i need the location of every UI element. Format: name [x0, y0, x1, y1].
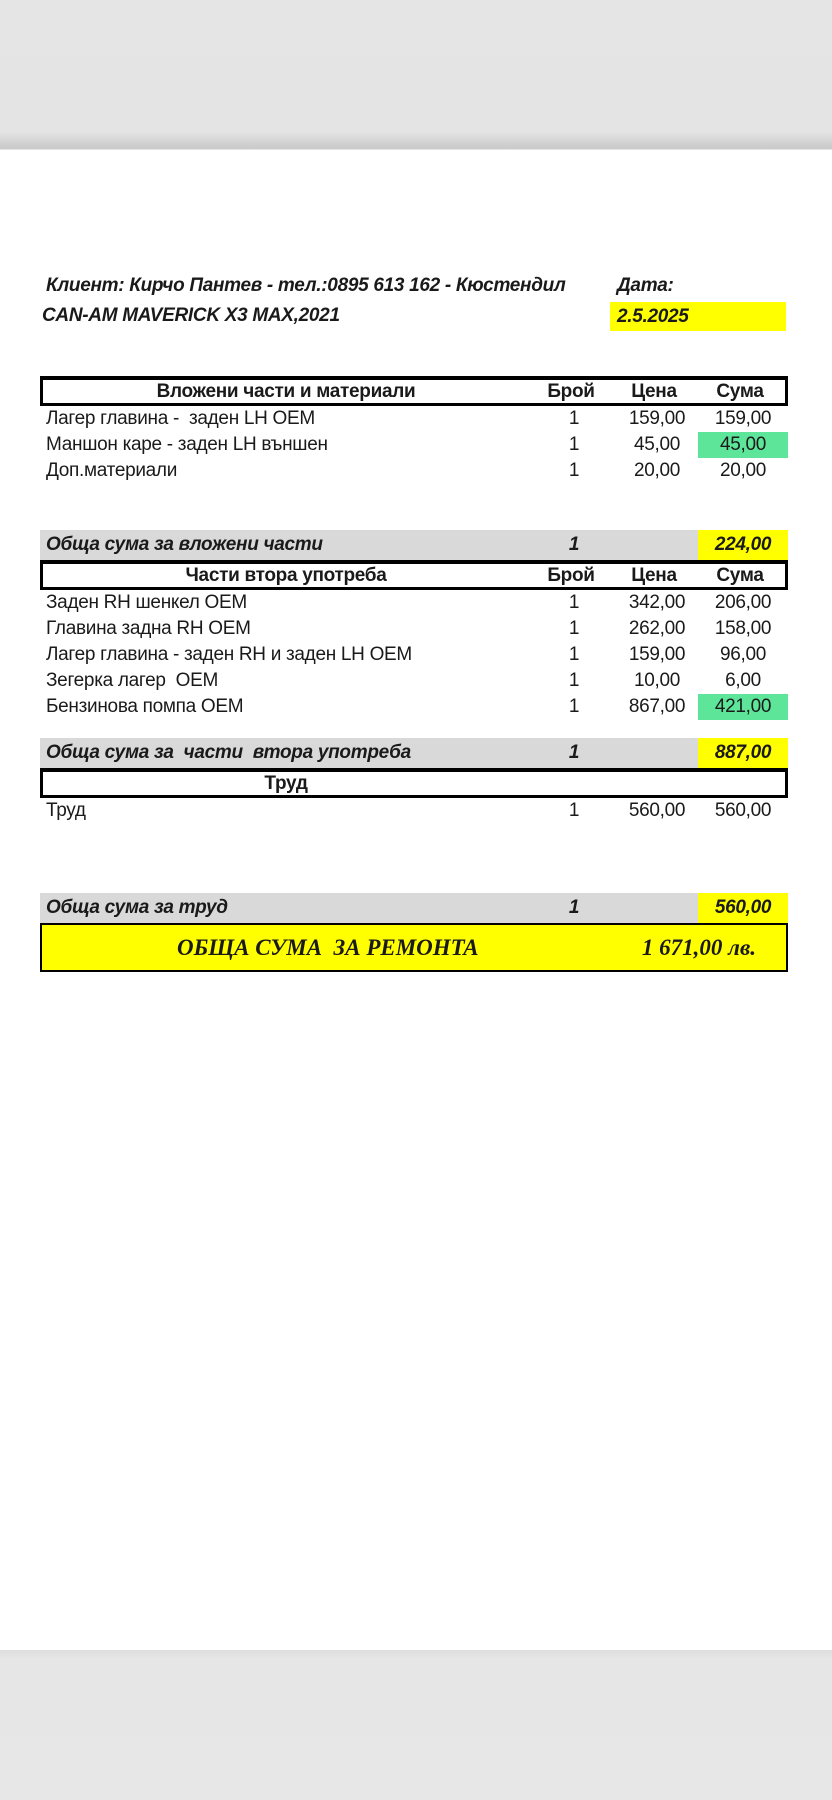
row-price: 867,00	[628, 696, 686, 717]
row-qty: 1	[568, 800, 580, 821]
labor-table-title: Труд	[264, 772, 308, 794]
grand-total-label: ОБЩА СУМА ЗА РЕМОНТА	[177, 934, 479, 960]
table-row	[40, 458, 788, 484]
row-qty: 1	[568, 644, 580, 665]
table-row	[40, 798, 788, 824]
table-row	[40, 642, 788, 668]
row-description: Главина задна RH OEM	[46, 618, 251, 639]
row-sum-highlighted: 421,00	[698, 694, 788, 720]
total-label: Обща сума за труд	[46, 897, 228, 918]
col-header-qty: Брой	[547, 380, 595, 402]
row-price: 342,00	[628, 592, 686, 613]
row-price: 159,00	[628, 644, 686, 665]
parts-total-row	[40, 530, 788, 560]
used-parts-table-title: Части втора употреба	[185, 564, 387, 586]
row-description: Зегерка лагер OEM	[46, 670, 219, 691]
row-sum: 206,00	[714, 592, 772, 613]
labor-total-row	[40, 893, 788, 923]
row-sum: 560,00	[714, 800, 772, 821]
col-header-price: Цена	[631, 564, 677, 586]
total-qty: 1	[568, 742, 580, 763]
row-description: Доп.материали	[46, 460, 178, 481]
col-header-price: Цена	[631, 380, 677, 402]
row-description: Бензинова помпа OEM	[46, 696, 244, 717]
table-row	[40, 694, 788, 720]
row-qty: 1	[568, 408, 580, 429]
date-value: 2.5.2025	[610, 302, 786, 331]
row-price: 45,00	[633, 434, 681, 455]
total-label: Обща сума за части втора употреба	[46, 742, 411, 763]
row-sum: 20,00	[719, 460, 767, 481]
row-price: 159,00	[628, 408, 686, 429]
row-sum: 158,00	[714, 618, 772, 639]
row-qty: 1	[568, 592, 580, 613]
total-sum-highlighted: 887,00	[698, 738, 788, 768]
used-parts-total-row	[40, 738, 788, 768]
grand-total-banner	[40, 923, 788, 972]
date-label: Дата:	[617, 275, 674, 296]
row-price: 10,00	[633, 670, 681, 691]
row-qty: 1	[568, 460, 580, 481]
client-info: Клиент: Кирчо Пантев - тел.:0895 613 162 - Кюстендил	[46, 275, 566, 296]
total-label: Обща сума за вложени части	[46, 534, 323, 555]
invoice-content	[40, 150, 788, 972]
row-description: Маншон каре - заден LH външен	[46, 434, 328, 455]
total-sum-highlighted: 224,00	[698, 530, 788, 560]
row-qty: 1	[568, 434, 580, 455]
row-description: Лагер главина - заден RH и заден LH OEM	[46, 644, 412, 665]
table-row	[40, 590, 788, 616]
col-header-sum: Сума	[716, 564, 764, 586]
row-qty: 1	[568, 670, 580, 691]
total-sum-highlighted: 560,00	[698, 893, 788, 923]
row-qty: 1	[568, 618, 580, 639]
grand-total-value: 1 671,00 лв.	[641, 934, 756, 960]
table-row	[40, 668, 788, 694]
row-description: Лагер главина - заден LH OEM	[46, 408, 315, 429]
row-price: 560,00	[628, 800, 686, 821]
invoice-page	[0, 150, 832, 1650]
table-row	[40, 406, 788, 432]
viewer-bottom-margin	[0, 1650, 832, 1800]
viewer-top-margin	[0, 0, 832, 150]
vehicle-header-row	[40, 303, 788, 333]
vehicle-info: CAN-AM MAVERICK X3 MAX,2021	[42, 305, 340, 326]
table-row	[40, 432, 788, 458]
parts-table-header	[40, 376, 788, 406]
total-qty: 1	[568, 534, 580, 555]
row-price: 262,00	[628, 618, 686, 639]
row-sum: 96,00	[719, 644, 767, 665]
row-sum: 6,00	[725, 670, 761, 691]
row-description: Труд	[46, 800, 86, 821]
parts-table-title: Вложени части и материали	[156, 380, 416, 402]
client-header-row	[40, 150, 788, 303]
row-qty: 1	[568, 696, 580, 717]
total-qty: 1	[568, 897, 580, 918]
row-price: 20,00	[633, 460, 681, 481]
labor-table-header	[40, 768, 788, 798]
row-sum-highlighted: 45,00	[698, 432, 788, 458]
used-parts-table-header	[40, 560, 788, 590]
row-sum: 159,00	[714, 408, 772, 429]
table-row	[40, 616, 788, 642]
col-header-sum: Сума	[716, 380, 764, 402]
col-header-qty: Брой	[547, 564, 595, 586]
row-description: Заден RH шенкел OEM	[46, 592, 247, 613]
